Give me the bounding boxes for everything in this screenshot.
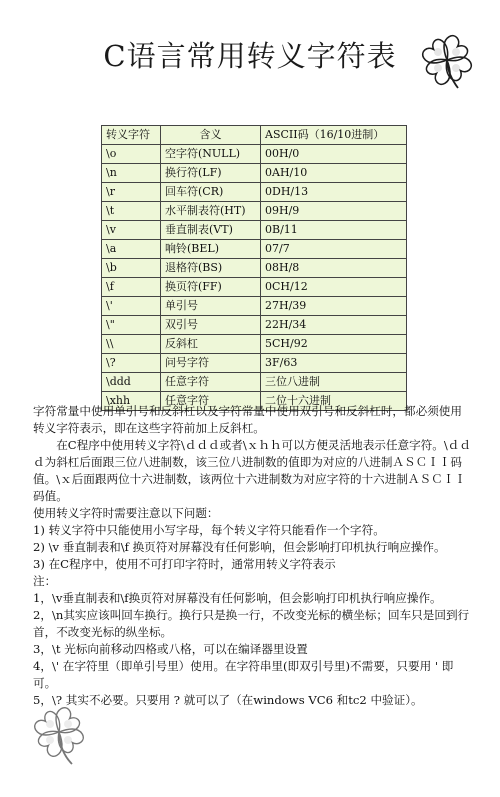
ascii-code-cell: 27H/39 <box>261 297 407 316</box>
escape-sequence-cell: \a <box>102 240 161 259</box>
escape-sequence-cell: \? <box>102 354 161 373</box>
explanation-text <box>33 403 473 709</box>
escape-sequence-cell: \\ <box>102 335 161 354</box>
meaning-cell: 换页符(FF) <box>161 278 261 297</box>
table-row <box>102 221 407 240</box>
escape-sequence-cell: \o <box>102 145 161 164</box>
table-row <box>102 240 407 259</box>
four-leaf-clover-icon <box>418 30 476 92</box>
note-item: 2) \v 垂直制表和\f 换页符对屏幕没有任何影响，但会影响打印机执行响应操作。 <box>33 540 446 554</box>
escape-sequence-cell: \v <box>102 221 161 240</box>
escape-sequence-cell: \xhh <box>102 392 161 411</box>
meaning-cell: 垂直制表(VT) <box>161 221 261 240</box>
ascii-code-cell: 0CH/12 <box>261 278 407 297</box>
table-row <box>102 259 407 278</box>
meaning-cell: 退格符(BS) <box>161 259 261 278</box>
table-row <box>102 278 407 297</box>
ascii-code-cell: 00H/0 <box>261 145 407 164</box>
table-row <box>102 373 407 392</box>
table-row <box>102 354 407 373</box>
table-row <box>102 183 407 202</box>
meaning-cell: 水平制表符(HT) <box>161 202 261 221</box>
note-item: 1，\v垂直制表和\f换页符对屏幕没有任何影响，但会影响打印机执行响应操作。 <box>33 591 442 605</box>
meaning-cell: 换行符(LF) <box>161 164 261 183</box>
ascii-code-cell: 0AH/10 <box>261 164 407 183</box>
column-header: ASCII码（16/10进制） <box>261 126 407 145</box>
paragraph: 使用转义字符时需要注意以下问题： <box>33 506 219 520</box>
paragraph: 在C程序中使用转义字符\ｄｄｄ或者\ｘｈｈ可以方便灵活地表示任意字符。\ｄｄｄ为斜杠后面跟三位八进制数，该三位八进制数的值即为对应的八进制ＡＳＣＩＩ码值。\ｘ后面跟两位十六进制数，该两位十六进制数为对应字符的十六进制ＡＳＣＩＩ码值。 <box>33 438 471 503</box>
escape-sequence-cell: \" <box>102 316 161 335</box>
escape-sequence-cell: \n <box>102 164 161 183</box>
escape-sequence-cell: \ddd <box>102 373 161 392</box>
ascii-code-cell: 3F/63 <box>261 354 407 373</box>
meaning-cell: 回车符(CR) <box>161 183 261 202</box>
escape-character-table <box>101 125 407 411</box>
ascii-code-cell: 5CH/92 <box>261 335 407 354</box>
meaning-cell: 任意字符 <box>161 392 261 411</box>
note-item: 3) 在C程序中，使用不可打印字符时，通常用转义字符表示 <box>33 557 336 571</box>
ascii-code-cell: 0B/11 <box>261 221 407 240</box>
meaning-cell: 反斜杠 <box>161 335 261 354</box>
table-row <box>102 145 407 164</box>
table-row <box>102 297 407 316</box>
meaning-cell: 单引号 <box>161 297 261 316</box>
table-row <box>102 335 407 354</box>
note-item: 4，\' 在字符里（即单引号里）使用。在字符串里(即双引号里)不需要，只要用 ' 即可。 <box>33 659 454 690</box>
meaning-cell: 响铃(BEL) <box>161 240 261 259</box>
table-row <box>102 164 407 183</box>
page-title: C语言常用转义字符表 <box>103 39 397 73</box>
note-item: 3，\t 光标向前移动四格或八格，可以在编译器里设置 <box>33 642 308 656</box>
column-header: 转义字符 <box>102 126 161 145</box>
ascii-code-cell: 三位八进制 <box>261 373 407 392</box>
ascii-code-cell: 二位十六进制 <box>261 392 407 411</box>
paragraph: 字符常量中使用单引号和反斜杠以及字符常量中使用双引号和反斜杠时，都必须使用转义字符表示，即在这些字符前加上反斜杠。 <box>33 404 462 435</box>
escape-sequence-cell: \r <box>102 183 161 202</box>
note-item: 2，\n其实应该叫回车换行。换行只是换一行，不改变光标的横坐标；回车只是回到行首，不改变光标的纵坐标。 <box>33 608 470 639</box>
note-item: 1) 转义字符中只能使用小写字母，每个转义字符只能看作一个字符。 <box>33 523 385 537</box>
escape-sequence-cell: \' <box>102 297 161 316</box>
escape-sequence-cell: \f <box>102 278 161 297</box>
ascii-code-cell: 09H/9 <box>261 202 407 221</box>
table-header-row <box>102 126 407 145</box>
table-row <box>102 202 407 221</box>
ascii-code-cell: 07/7 <box>261 240 407 259</box>
note-item: 5，\? 其实不必要。只要用 ? 就可以了（在windows VC6 和tc2 中验证）。 <box>33 693 423 707</box>
meaning-cell: 空字符(NULL) <box>161 145 261 164</box>
ascii-code-cell: 22H/34 <box>261 316 407 335</box>
note-heading: 注： <box>33 574 57 588</box>
meaning-cell: 双引号 <box>161 316 261 335</box>
escape-sequence-cell: \b <box>102 259 161 278</box>
escape-sequence-cell: \t <box>102 202 161 221</box>
meaning-cell: 问号字符 <box>161 354 261 373</box>
column-header: 含义 <box>161 126 261 145</box>
table-row <box>102 316 407 335</box>
ascii-code-cell: 0DH/13 <box>261 183 407 202</box>
meaning-cell: 任意字符 <box>161 373 261 392</box>
four-leaf-clover-icon <box>28 700 90 768</box>
ascii-code-cell: 08H/8 <box>261 259 407 278</box>
